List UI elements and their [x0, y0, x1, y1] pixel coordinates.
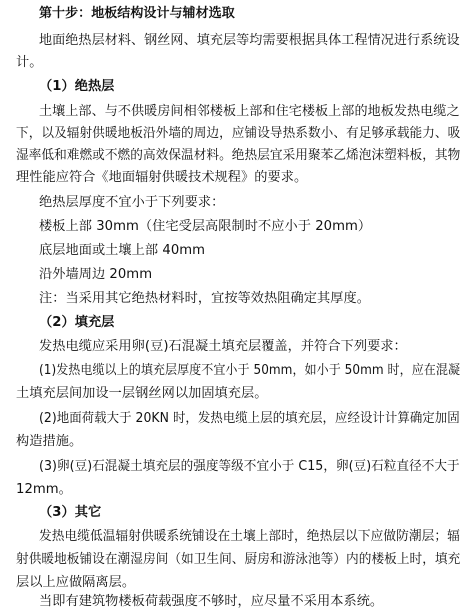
- insulation-para-line-2: 下，以及辐射供暖地板沿外墙的周边，应铺设导热系数小、有足够承载能力、吸: [16, 126, 461, 141]
- filler-item-1-line-1: (1)发热电缆以上的填充层厚度不宜小于 50mm，如小于 50mm 时，应在混凝: [39, 363, 461, 378]
- other-para-line-2: 射供暖地板铺设在潮湿房间（如卫生间、厨房和游泳池等）内的楼板上时，填充: [16, 552, 461, 567]
- filler-intro: 发热电缆应采用卵(豆)石混凝土填充层覆盖，并符合下列要求：: [39, 339, 407, 354]
- thickness-item-wall: 沿外墙周边 20mm: [39, 267, 153, 282]
- step-title: 第十步：地板结构设计与辅材选取: [39, 6, 235, 21]
- insulation-para-line-3: 湿率低和难燃或不燃的高效保温材料。绝热层宜采用聚苯乙烯泡沫塑料板，其物: [16, 148, 461, 163]
- other-heading: （3）其它: [39, 505, 102, 520]
- filler-heading: （2）填充层: [39, 315, 115, 330]
- filler-item-3-line-2: 12mm。: [16, 482, 72, 497]
- thickness-intro: 绝热层厚度不宜小于下列要求：: [39, 195, 225, 210]
- intro-line-1: 地面绝热层材料、钢丝网、填充层等均需要根据具体工程情况进行系统设: [39, 33, 460, 48]
- filler-item-2-line-2: 构造措施。: [16, 434, 83, 449]
- intro-line-2: 计。: [16, 55, 43, 70]
- insulation-heading: （1）绝热层: [39, 79, 115, 94]
- insulation-note: 注：当采用其它绝热材料时，宜按等效热阻确定其厚度。: [39, 291, 370, 306]
- other-para-line-1: 发热电缆低温辐射供暖系统铺设在土壤上部时，绝热层以下应做防潮层；辐: [39, 529, 460, 544]
- thickness-item-floor: 楼板上部 30mm（住宅受层高限制时不应小于 20mm）: [39, 219, 372, 234]
- other-last-line: 当即有建筑物楼板荷载强度不够时，应尽量不采用本系统。: [39, 594, 384, 609]
- filler-item-1-line-2: 土填充层间加设一层钢丝网以加固填充层。: [16, 386, 268, 401]
- insulation-para-line-1: 土壤上部、与不供暖房间相邻楼板上部和住宅楼板上部的地板发热电缆之: [39, 104, 460, 119]
- insulation-para-line-4: 理性能应符合《地面辐射供暖技术规程》的要求。: [16, 170, 308, 185]
- thickness-item-ground: 底层地面或土壤上部 40mm: [39, 243, 206, 258]
- filler-item-2-line-1: (2)地面荷载大于 20KN 时，发热电缆上层的填充层，应经设计计算确定加固: [39, 411, 460, 426]
- other-para-line-3: 层以上应做隔离层。: [16, 575, 136, 590]
- filler-item-3-line-1: (3)卵(豆)石混凝土填充层的强度等级不宜小于 C15，卵(豆)石粒直径不大于: [39, 459, 460, 474]
